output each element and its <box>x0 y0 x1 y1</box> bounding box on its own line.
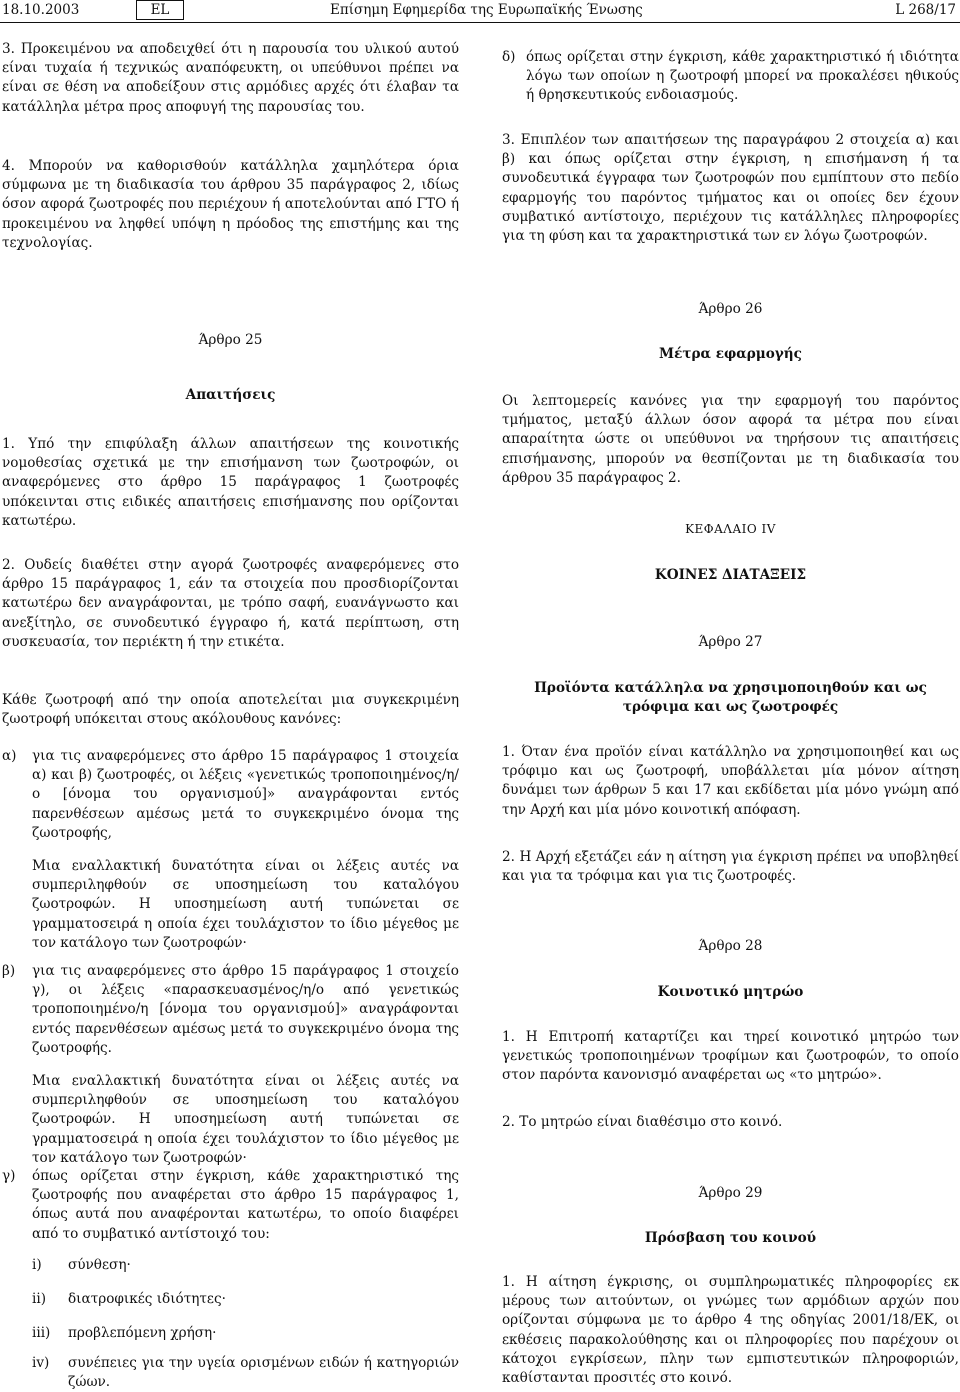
item-a-label: α) <box>2 748 17 764</box>
article-27-heading: Προϊόντα κατάλληλα να χρησιμοποιηθούν και ως τρόφιμα και ως ζωοτροφές <box>534 680 927 716</box>
item-b-alternative: Μια εναλλακτική δυνατότητα είναι οι λέξεις αυτές να συμπεριληφθούν σε υποσημείωση του καταλόγου ζωοτροφών. Η υποσημείωση αυτή τυπώνεται σε γραμματοσειρά η οποία έχει τουλάχιστον το ίδιο μέγεθος με τον κατάλογο των ζωοτροφών· <box>32 1073 459 1166</box>
article-25-heading: Απαιτήσεις <box>185 387 276 403</box>
article-26-title: Άρθρο 26 <box>698 301 763 317</box>
chapter-label: ΚΕΦΑΛΑΙΟ IV <box>685 522 776 536</box>
article-25-intro: Κάθε ζωοτροφή από την οποία αποτελείται μια συγκεκριμένη ζωοτροφή υπόκειται στους ακόλουθους κανόνες: <box>2 692 459 728</box>
item-a <box>2 747 459 843</box>
article-27-title: Άρθρο 27 <box>698 634 763 650</box>
item-a-text: για τις αναφερόμενες στο άρθρο 15 παράγραφος 1 στοιχεία α) και β) ζωοτροφές, οι λέξεις «γενετικώς τροποποιημένος/η/ο [όνομα του οργανισμού]» αναγράφονται εντός παρενθέσεων αμέσως μετά το συγκεκριμένο όνομα της ζωοτροφής, <box>32 748 459 841</box>
article-27-paragraph-2: 2. Η Αρχή εξετάζει εάν η αίτηση για έγκριση πρέπει να υποβληθεί και για τα τρόφιμα και για τις ζωοτροφές. <box>502 849 959 885</box>
article-28-paragraph-1: 1. Η Επιτροπή καταρτίζει και τηρεί κοινοτικό μητρώο των γενετικώς τροποποιημένων τροφίμων και ζωοτροφών, το οποίο στον παρόντα κανονισμό αναφέρεται ως «το μητρώο». <box>502 1029 959 1084</box>
publication-date: 18.10.2003 <box>2 2 80 18</box>
subitem-i-text: σύνθεση· <box>68 1257 131 1273</box>
item-d <box>502 48 959 106</box>
journal-title: Επίσημη Εφημερίδα της Ευρωπαϊκής Ένωσης <box>330 2 643 18</box>
item-d-label: δ) <box>502 49 516 65</box>
item-b-label: β) <box>2 963 16 979</box>
subitem-i-label: i) <box>32 1257 42 1273</box>
article-28-title: Άρθρο 28 <box>698 938 763 954</box>
subitem-ii-text: διατροφικές ιδιότητες· <box>68 1291 226 1307</box>
item-d-text: όπως ορίζεται στην έγκριση, κάθε χαρακτηριστικό ή ιδιότητα λόγω των οποίων η ζωοτροφή μπορεί να προκαλέσει ηθικούς ή θρησκευτικούς ενδοιασμούς. <box>526 49 959 104</box>
article-26-text: Οι λεπτομερείς κανόνες για την εφαρμογή του παρόντος τμήματος, μεταξύ άλλων όσον αφορά τα μέτρα που είναι απαραίτητα ώστε οι υπεύθυνοι να τηρήσουν τις απαιτήσεις επισήμανσης, μπορούν να θεσπίζονται με τη διαδικασία του άρθρου 35 παράγραφος 2. <box>502 393 959 486</box>
item-c-subitem <box>32 1354 459 1392</box>
item-c-text: όπως ορίζεται στην έγκριση, κάθε χαρακτηριστικό της ζωοτροφής που αναφέρεται στο άρθρο 15 παράγραφος 1, όπως αυτά που αναφέρονται κατωτέρω, το οποίο διαφέρει από το συμβατικό αντίστοιχό του: <box>32 1168 459 1242</box>
subitem-ii-label: ii) <box>32 1291 46 1307</box>
paragraph-3: 3. Επιπλέον των απαιτήσεων της παραγράφου 2 στοιχεία α) και β) και όπως ορίζεται στην έγκριση, η επισήμανση ή τα συνοδευτικά έγγραφα των ζωοτροφών που εμπίπτουν στο πεδίο εφαρμογής του παρόντος τμήματος και οι οποίες δεν έχουν συμβατικό αντίστοιχο, περιέχουν τις κατάλληλες πληροφορίες για τη φύση και τα χαρακτηριστικά των εν λόγω ζωοτροφών. <box>502 132 959 245</box>
article-29-title: Άρθρο 29 <box>698 1185 763 1201</box>
page-number: L 268/17 <box>895 2 956 18</box>
article-29-heading: Πρόσβαση του κοινού <box>644 1230 817 1246</box>
subitem-iv-label: iv) <box>32 1355 50 1371</box>
paragraph-4: 4. Μπορούν να καθορισθούν κατάλληλα χαμηλότερα όρια σύμφωνα με τη διαδικασία του άρθρου 35 παράγραφος 2, ιδίως όσον αφορά ζωοτροφές που περιέχουν ή αποτελούνται από ΓΤΟ ή προκειμένου να ληφθεί υπόψη η πρόοδος της επιστήμης και της τεχνολογίας. <box>2 158 459 251</box>
article-28-paragraph-2: 2. Το μητρώο είναι διαθέσιμο στο κοινό. <box>502 1114 783 1130</box>
item-c-subitem <box>32 1290 459 1309</box>
article-25-title: Άρθρο 25 <box>198 332 263 348</box>
article-29-paragraph-1: 1. Η αίτηση έγκρισης, οι συμπληρωματικές πληροφορίες εκ μέρους των αιτούντων, οι γνώμες των αρμόδιων αρχών που ορίζονται σύμφωνα με το άρθρο 4 της οδηγίας 2001/18/ΕΚ, οι εκθέσεις παρακολούθησης και οι πληροφορίες που παρέχουν οι κάτοχοι εγκρίσεων, πλην των εμπιστευτικών πληροφοριών, καθίστανται προσιτές στο κοινό. <box>502 1274 959 1387</box>
paragraph-3: 3. Προκειμένου να αποδειχθεί ότι η παρουσία του υλικού αυτού είναι τυχαία ή τεχνικώς αναπόφευκτη, οι υπεύθυνοι πρέπει να είναι σε θέση να αποδείξουν στις αρμόδιες αρχές ότι έλαβαν τα κατάλληλα μέτρα προς αποφυγή της παρουσίας του. <box>2 41 459 115</box>
item-c-subitem <box>32 1324 459 1343</box>
item-a-alternative: Μια εναλλακτική δυνατότητα είναι οι λέξεις αυτές να συμπεριληφθούν σε υποσημείωση του καταλόγου ζωοτροφών. Η υποσημείωση αυτή τυπώνεται σε γραμματοσειρά η οποία έχει τουλάχιστον το ίδιο μέγεθος με τον κατάλογο των ζωοτροφών· <box>32 858 459 951</box>
item-b-text: για τις αναφερόμενες στο άρθρο 15 παράγραφος 1 στοιχείο γ), οι λέξεις «παρασκευασμένος/η/ο από γενετικώς τροποποιημένο/η [όνομα του οργανισμού]» αναγράφονται εντός παρενθέσεων αμέσως μετά το συγκεκριμένο όνομα της ζωοτροφής. <box>32 963 459 1056</box>
article-26-heading: Μέτρα εφαρμογής <box>659 346 802 362</box>
page-header <box>0 0 960 22</box>
subitem-iii-label: iii) <box>32 1325 51 1341</box>
item-c-subitem <box>32 1256 459 1275</box>
item-b <box>2 962 459 1058</box>
chapter-title: ΚΟΙΝΕΣ ΔΙΑΤΑΞΕΙΣ <box>654 567 807 583</box>
subitem-iv-text: συνέπειες για την υγεία ορισμένων ειδών ή κατηγοριών ζώων. <box>68 1355 459 1391</box>
article-25-paragraph-1: 1. Υπό την επιφύλαξη άλλων απαιτήσεων της κοινοτικής νομοθεσίας σχετικά με την επισήμανση των ζωοτροφών, οι αναφερόμενες στο άρθρο 15 παράγραφος 1 ζωοτροφές υπόκεινται στις ειδικές απαιτήσεις επισήμανσης που ορίζονται κατωτέρω. <box>2 436 459 529</box>
item-c-label: γ) <box>2 1168 16 1184</box>
article-25-paragraph-2: 2. Ουδείς διαθέτει στην αγορά ζωοτροφές αναφερόμενες στο άρθρο 15 παράγραφος 1, εάν τα στοιχεία που προσδιορίζονται κατωτέρω δεν αναγράφονται, με τρόπο σαφή, ευανάγνωστο και ανεξίτηλο, σε συνοδευτικό έγγραφο ή, κατά περίπτωση, στη συσκευασία, τον περιέκτη ή την ετικέτα. <box>2 557 459 650</box>
item-c <box>2 1167 459 1244</box>
language-badge: EL <box>136 0 184 20</box>
subitem-iii-text: προβλεπόμενη χρήση· <box>68 1325 217 1341</box>
header-rule <box>0 22 960 23</box>
article-28-heading: Κοινοτικό μητρώο <box>657 984 804 1000</box>
article-27-paragraph-1: 1. Όταν ένα προϊόν είναι κατάλληλο να χρησιμοποιηθεί και ως τρόφιμο και ως ζωοτροφή, υποβάλλεται μία μόνον αίτηση δυνάμει των άρθρων 5 και 17 και εκδίδεται μία μόνο γνώμη από την Αρχή και μία μόνο κοινοτική απόφαση. <box>502 744 959 818</box>
